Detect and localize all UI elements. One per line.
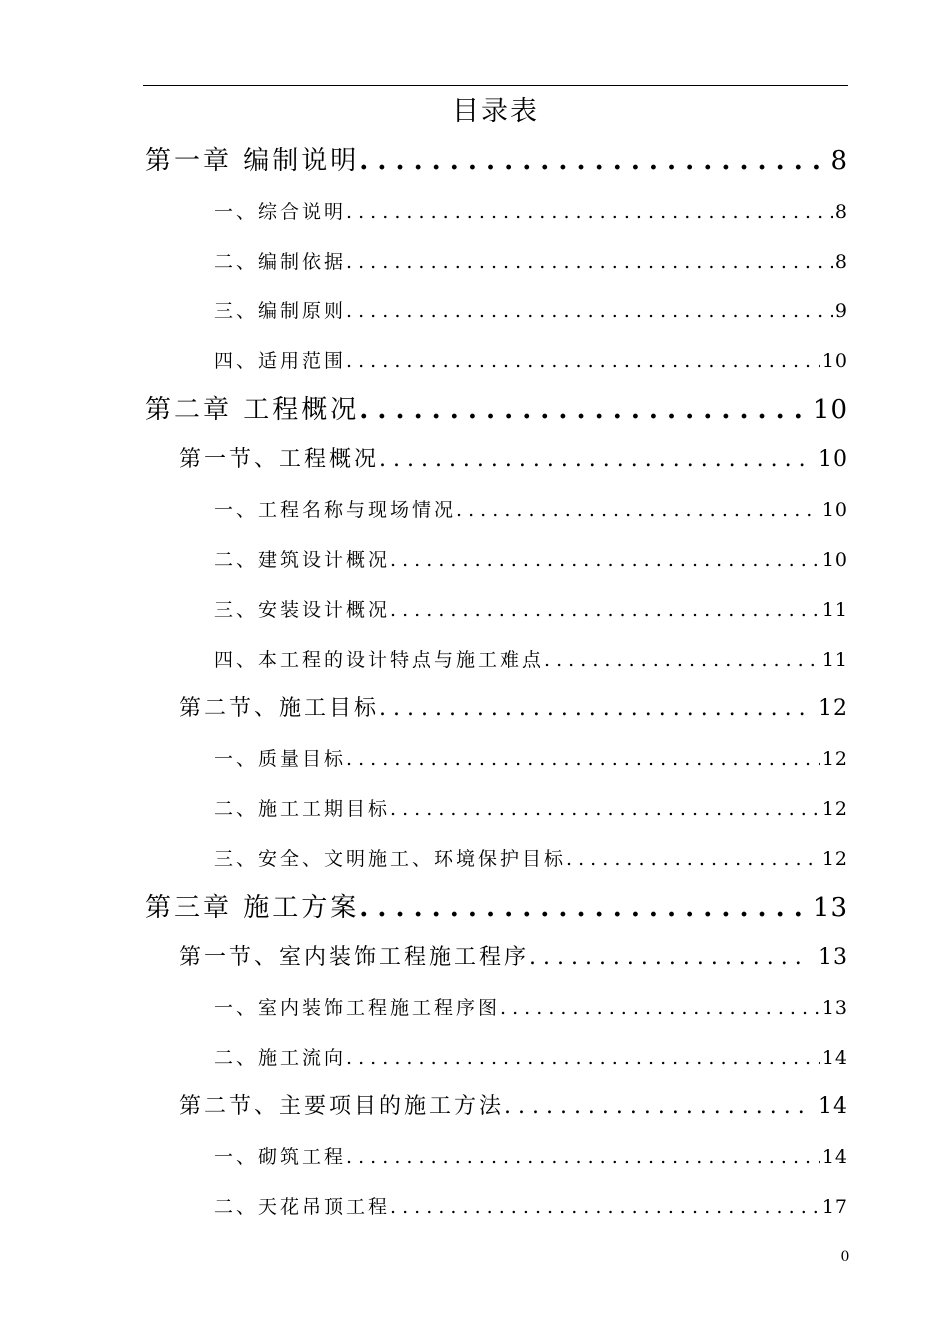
dot-leader	[566, 844, 820, 874]
toc-entry-label: 二、天花吊顶工程	[214, 1196, 391, 1218]
toc-entry-label: 二、建筑设计概况	[214, 549, 391, 571]
toc-chapter[interactable]	[145, 390, 848, 430]
toc-section[interactable]	[179, 941, 848, 975]
toc-entry-page: 10	[821, 350, 848, 372]
toc-entry-page: 11	[821, 599, 848, 621]
toc-item[interactable]	[214, 1142, 848, 1172]
toc-entry-page: 14	[818, 1094, 848, 1119]
toc-entry-label: 一、砌筑工程	[214, 1146, 347, 1168]
dot-leader	[544, 645, 820, 675]
toc-item[interactable]	[214, 247, 848, 277]
dot-leader	[529, 941, 808, 975]
toc-entry-page: 13	[821, 997, 848, 1019]
toc-section[interactable]	[179, 692, 848, 726]
toc-section[interactable]	[179, 443, 848, 477]
toc-entry-page: 12	[821, 748, 848, 770]
dot-leader	[390, 545, 820, 575]
toc-entry-label: 一、工程名称与现场情况	[214, 499, 457, 521]
toc-item[interactable]	[214, 844, 848, 874]
toc-entry-page: 14	[821, 1047, 848, 1069]
toc-entry-page: 8	[830, 146, 848, 176]
toc-entry-label: 三、安装设计概况	[214, 599, 391, 621]
toc-item[interactable]	[214, 744, 848, 774]
dot-leader	[500, 993, 820, 1023]
toc-entry-page: 12	[821, 798, 848, 820]
dot-leader	[346, 744, 820, 774]
toc-item[interactable]	[214, 645, 848, 675]
toc-entry-page: 13	[812, 893, 848, 923]
dot-leader	[359, 390, 809, 430]
toc-entry-label: 三、编制原则	[214, 300, 347, 322]
toc-item[interactable]	[214, 794, 848, 824]
toc-entry-page: 10	[821, 549, 848, 571]
toc-entry-label: 第一章 编制说明	[145, 146, 360, 176]
toc-entry-page: 12	[821, 848, 848, 870]
toc-item[interactable]	[214, 1192, 848, 1222]
toc-entry-label: 第一节、工程概况	[179, 447, 380, 472]
toc-entry-label: 第三章 施工方案	[145, 893, 360, 923]
toc-entry-label: 二、编制依据	[214, 251, 347, 273]
toc-entry-label: 一、质量目标	[214, 748, 347, 770]
toc-entry-label: 二、施工流向	[214, 1047, 347, 1069]
toc-entry-page: 14	[821, 1146, 848, 1168]
toc-entry-label: 第二章 工程概况	[145, 395, 360, 425]
dot-leader	[390, 595, 820, 625]
toc-entry-label: 二、施工工期目标	[214, 798, 391, 820]
toc-entry-label: 一、综合说明	[214, 201, 347, 223]
toc-entry-label: 四、本工程的设计特点与施工难点	[214, 649, 545, 671]
toc-entry-label: 三、安全、文明施工、环境保护目标	[214, 848, 567, 870]
toc-entry-page: 11	[821, 649, 848, 671]
toc-chapter[interactable]	[145, 888, 848, 928]
dot-leader	[504, 1090, 808, 1124]
header-rule	[143, 85, 848, 86]
toc-item[interactable]	[214, 993, 848, 1023]
toc-entry-label: 第二节、主要项目的施工方法	[179, 1094, 505, 1119]
toc-entry-page: 10	[821, 499, 848, 521]
toc-entry-label: 一、室内装饰工程施工程序图	[214, 997, 501, 1019]
dot-leader	[346, 346, 820, 376]
dot-leader	[379, 692, 808, 726]
toc-section[interactable]	[179, 1090, 848, 1124]
toc-item[interactable]	[214, 545, 848, 575]
dot-leader	[359, 141, 826, 181]
toc-item[interactable]	[214, 495, 848, 525]
toc-entry-label: 四、适用范围	[214, 350, 347, 372]
dot-leader	[346, 296, 833, 326]
toc-chapter[interactable]	[145, 141, 848, 181]
toc-entry-page: 9	[834, 300, 848, 322]
toc-entry-page: 17	[821, 1196, 848, 1218]
dot-leader	[346, 247, 833, 277]
toc-item[interactable]	[214, 197, 848, 227]
toc-item[interactable]	[214, 595, 848, 625]
toc-item[interactable]	[214, 296, 848, 326]
toc-entry-page: 8	[834, 201, 848, 223]
toc-entry-page: 8	[834, 251, 848, 273]
page-number: 0	[840, 1249, 850, 1265]
toc-entry-page: 12	[818, 696, 848, 721]
toc-entry-label: 第一节、室内装饰工程施工程序	[179, 945, 530, 970]
toc-item[interactable]	[214, 346, 848, 376]
dot-leader	[346, 1142, 820, 1172]
dot-leader	[346, 1043, 820, 1073]
dot-leader	[359, 888, 809, 928]
toc-entry-page: 13	[818, 945, 848, 970]
toc-entry-page: 10	[812, 395, 848, 425]
toc-title: 目录表	[452, 96, 539, 127]
dot-leader	[346, 197, 833, 227]
toc-entry-page: 10	[818, 447, 848, 472]
dot-leader	[379, 443, 808, 477]
dot-leader	[390, 1192, 820, 1222]
dot-leader	[456, 495, 820, 525]
toc-item[interactable]	[214, 1043, 848, 1073]
dot-leader	[390, 794, 820, 824]
toc-entry-label: 第二节、施工目标	[179, 696, 380, 721]
